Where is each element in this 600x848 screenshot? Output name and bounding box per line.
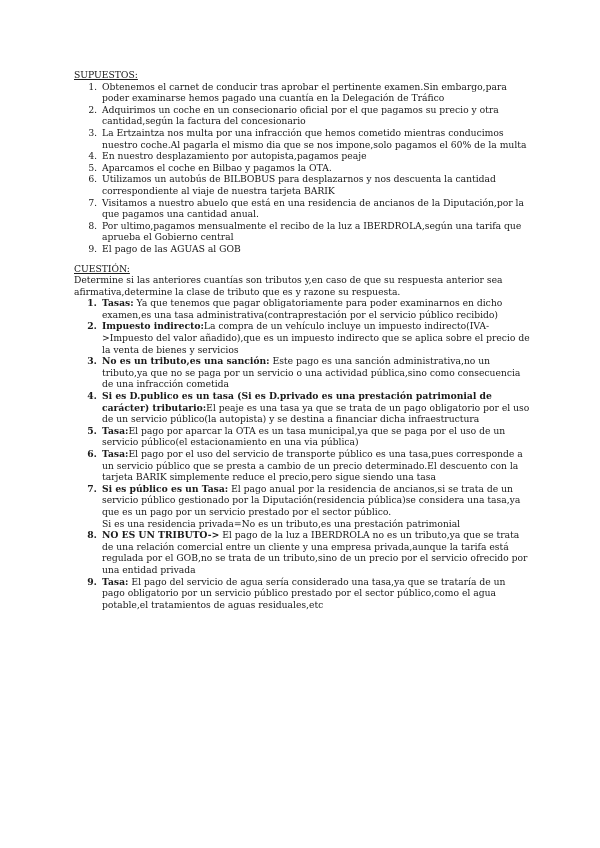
answer-item	[100, 356, 530, 391]
answer-label: No es un tributo,es una sanción:	[102, 356, 270, 368]
supuesto-item: 4. En nuestro desplazamiento por autopista,pagamos peaje	[100, 151, 530, 163]
answer-label: Si es público es un Tasa:	[102, 483, 229, 495]
answer-label: Impuesto indirecto:	[102, 321, 204, 333]
supuestos-list	[74, 82, 530, 256]
cuestion-heading: CUESTIÓN:	[74, 263, 130, 275]
answer-item	[100, 577, 530, 612]
supuesto-item: 9. El pago de las AGUAS al GOB	[100, 244, 530, 256]
answer-text: El pago del servicio de agua sería considerado una tasa,ya que se trataría de un pago obligatorio por un servicio público prestado por el sector público,como el agua potable,el tratamientos de aguas residuales,etc	[102, 576, 506, 611]
answer-text: El pago de la luz a IBERDROLA no es un tributo,ya que se trata de una relación comercial entre un cliente y una empresa privada,aunque la tarifa está regulada por el GOB,no se trata de un tributo,sino de un precio por el servicio ofrecido por una entidad privada	[102, 530, 528, 576]
answer-extra: Si es una residencia privada=No es un tributo,es una prestación patrimonial	[102, 518, 461, 530]
cuestion-intro: Determine si las anteriores cuantías son tributos y,en caso de que su respuesta anterior sea afirmativa,determine la clase de tributo que es y razone su respuesta.	[74, 275, 503, 298]
answer-label: NO ES UN TRIBUTO->	[102, 530, 220, 542]
answer-text: Este pago es una sanción administrativa,no un tributo,ya que no se paga por un servicio o una actividad pública,sino como consecuencia de una infracción cometida	[102, 356, 521, 391]
supuesto-item: 5. Aparcamos el coche en Bilbao y pagamos la OTA.	[100, 163, 530, 175]
supuesto-item: 1. Obtenemos el carnet de conducir tras aprobar el pertinente examen.Sin embargo,para poder examinarse hemos pagado una cuantía en la Delegación de Tráfico	[100, 82, 530, 105]
answer-label: Tasas:	[102, 298, 134, 310]
answer-text: El pago por aparcar la OTA es un tasa municipal,ya que se paga por el uso de un servicio público(el estacionamiento en una via pública)	[102, 425, 506, 449]
supuesto-item: 6. Utilizamos un autobús de BILBOBUS para desplazarnos y nos descuenta la cantidad correspondiente al viaje de nuestra tarjeta BARIK	[100, 174, 530, 197]
supuesto-item: 7. Visitamos a nuestro abuelo que está en una residencia de ancianos de la Diputación,por la que pagamos una cantidad anual.	[100, 198, 530, 221]
answer-item	[100, 484, 530, 530]
answer-text: El pago por el uso del servicio de transporte público es una tasa,pues corresponde a un servicio público que se presta a cambio de un precio determinado.El descuento con la tarjeta BARIK simplemente reduce el precio,pero sigue siendo una tasa	[102, 449, 523, 484]
answer-item	[100, 298, 530, 321]
answer-item	[100, 391, 530, 426]
supuesto-item: 8. Por ultimo,pagamos mensualmente el recibo de la luz a IBERDROLA,según una tarifa que aprueba el Gobierno central	[100, 221, 530, 244]
answer-item	[100, 321, 530, 356]
answer-label: Si es D.publico es un tasa (Si es D.privado es una prestación patrimonial de carácter) tributario:	[102, 391, 492, 414]
answer-item	[100, 530, 530, 576]
answer-text: La compra de un vehículo incluye un impuesto indirecto(IVA->Impuesto del valor añadido),que es un impuesto indirecto que se aplica sobre el precio de la venta de bienes y servicios	[102, 321, 530, 356]
answer-label: Tasa:	[102, 425, 129, 437]
answer-text: El pago anual por la residencia de ancianos,si se trata de un servicio público gestionado por la Diputación(residencia pública)se considera una tasa,ya que es un pago por un servicio prestado por el sector público.	[102, 483, 521, 518]
answer-text: Ya que tenemos que pagar obligatoriamente para poder examinarnos en dicho examen,es una tasa administrativa(contraprestación por el servicio público recibido)	[102, 298, 503, 321]
answer-text: El peaje es una tasa ya que se trata de un pago obligatorio por el uso de un servicio público(la autopista) y se destina a financiar dicha infraestructura	[102, 402, 530, 426]
answer-label: Tasa:	[102, 449, 129, 460]
answer-label: Tasa:	[102, 576, 129, 588]
answer-item	[100, 449, 530, 484]
supuestos-heading: SUPUESTOS:	[74, 70, 138, 81]
answer-item	[100, 426, 530, 449]
supuesto-item: 3. La Ertzaintza nos multa por una infracción que hemos cometido mientras conducimos nuestro coche.Al pagarla el mismo dia que se nos impone,solo pagamos el 60% de la multa	[100, 128, 530, 151]
supuesto-item: 2. Adquirimos un coche en un consecionario oficial por el que pagamos su precio y otra cantidad,según la factura del concesionario	[100, 105, 530, 128]
answers-list	[74, 298, 530, 611]
document-content	[74, 70, 530, 611]
